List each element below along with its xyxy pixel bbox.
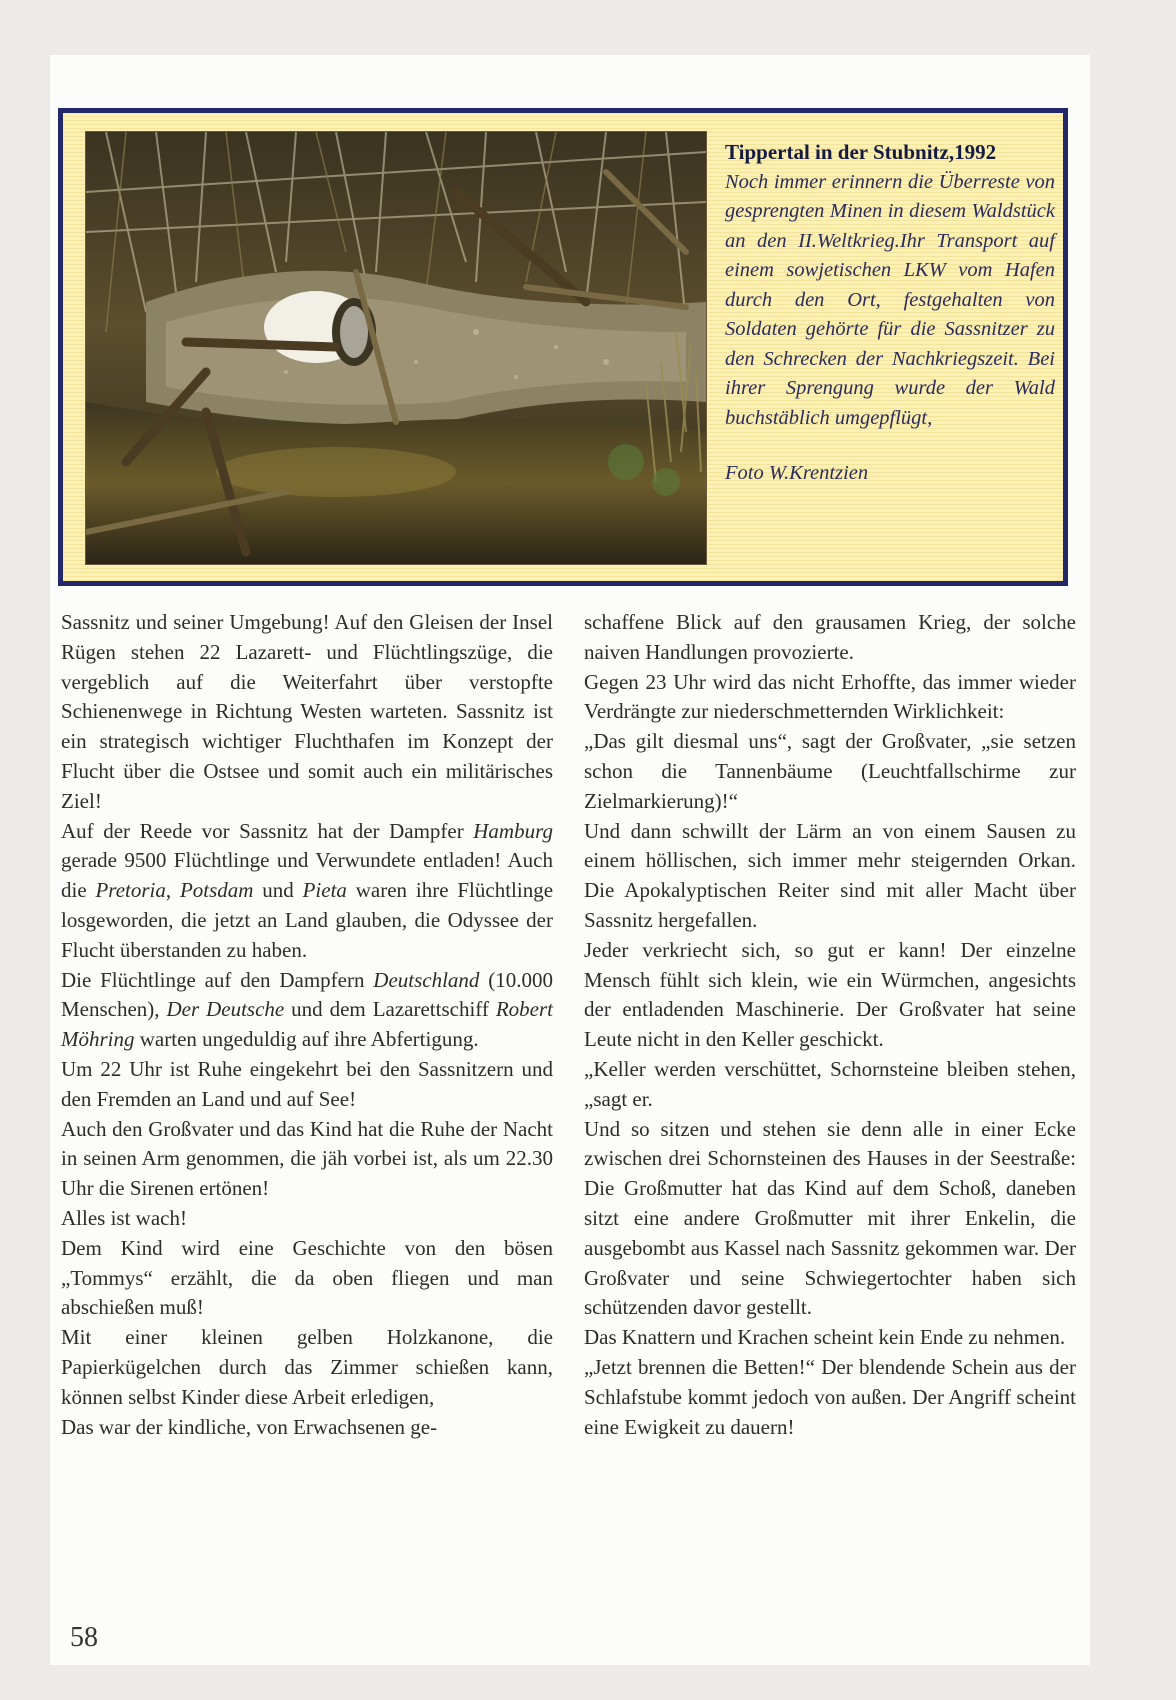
photo-credit: Foto W.Krentzien <box>725 462 869 484</box>
right-text-column <box>584 608 1076 1442</box>
ship-name: Robert Möhring <box>61 997 553 1052</box>
paragraph: Die Flüchtlinge auf den Dampfern Deutschland (10.000 Menschen), Der Deutsche und dem Lazarettschiff Robert Möhring warten ungeduldig auf ihre Abfertigung. <box>61 967 553 1052</box>
paragraph: Und so sitzen und stehen sie denn alle in einer Ecke zwischen drei Schornsteinen des Hauses in der Seestraße: Die Großmutter hat das Kind auf dem Schoß, daneben sitzt eine andere Großmutter mit ihrer Enkelin, die ausgebombt aus Kassel nach Sassnitz gekommen war. Der Großvater und seine Schwiegertochter haben sich schützenden davor gestellt. <box>584 1116 1076 1320</box>
photo-caption <box>725 138 1055 489</box>
paragraph: Das war der kindliche, von Erwachsenen ge- <box>61 1414 438 1439</box>
forest-stream-photo <box>85 131 707 565</box>
paragraph: Mit einer kleinen gelben Holzkanone, die Papierkügelchen durch das Zimmer schießen kann, können selbst Kinder diese Arbeit erledigen, <box>61 1325 553 1409</box>
paragraph: Das Knattern und Krachen scheint kein Ende zu nehmen. <box>584 1325 1066 1350</box>
paragraph: schaffene Blick auf den grausamen Krieg, der solche naiven Handlungen provozierte. <box>584 610 1076 664</box>
paragraph: Auch den Großvater und das Kind hat die Ruhe der Nacht in seinen Arm genommen, die jäh vorbei ist, als um 22.30 Uhr die Sirenen ertönen! <box>61 1116 553 1201</box>
paragraph: „Keller werden verschüttet, Schornsteine bleiben stehen, „sagt er. <box>584 1056 1076 1111</box>
paragraph: Und dann schwillt der Lärm an von einem Sausen zu einem höllischen, sich immer mehr steigernden Orkan. Die Apokalyptischen Reiter sind mit aller Macht über Sassnitz hergefallen. <box>584 818 1076 932</box>
paragraph: „Jetzt brennen die Betten!“ Der blendende Schein aus der Schlafstube kommt jedoch von außen. Der Angriff scheint eine Ewigkeit zu dauern! <box>584 1354 1076 1439</box>
paragraph: Auf der Reede vor Sassnitz hat der Dampfer Hamburg gerade 9500 Flüchtlinge und Verwundete entladen! Auch die Pretoria, Potsdam und Pieta waren ihre Flüchtlinge losgeworden, die jetzt an Land glauben, die Odyssee der Flucht überstanden zu haben. <box>61 818 554 962</box>
ship-name: Pretoria <box>95 878 166 903</box>
paragraph: Um 22 Uhr ist Ruhe eingekehrt bei den Sassnitzern und den Fremden an Land und auf See! <box>61 1056 553 1111</box>
ship-name: Hamburg <box>473 818 553 843</box>
ship-name: Potsdam <box>179 878 254 903</box>
ship-name: Pieta <box>302 878 347 903</box>
paragraph: Jeder verkriecht sich, so gut er kann! Der einzelne Mensch fühlt sich klein, wie ein Würmchen, angesichts der entladenden Maschinerie. Der Großvater hat seine Leute nicht in den Keller geschickt. <box>584 937 1076 1052</box>
caption-body: Noch immer erinnern die Überreste von gesprengten Minen in diesem Waldstück an den II.Weltkrieg.Ihr Transport auf einem sowjetischen LKW vom Hafen durch den Ort, festgehalten von Soldaten gehörte für die Sassnitzer zu den Schrecken der Nachkriegszeit. Bei ihrer Sprengung wurde der Wald buchstäblich umgepflügt, <box>725 170 1055 429</box>
page-number: 58 <box>70 1622 98 1653</box>
paragraph: „Das gilt diesmal uns“, sagt der Großvater, „sie setzen schon die Tannenbäume (Leuchtfallschirme zur Zielmarkierung)!“ <box>584 729 1076 813</box>
paragraph: Gegen 23 Uhr wird das nicht Erhoffte, das immer wieder Verdrängte zur niederschmetternden Wirklichkeit: <box>584 669 1076 724</box>
photo-caption-box <box>58 108 1068 586</box>
left-text-column <box>61 608 553 1442</box>
paragraph: Alles ist wach! <box>61 1205 187 1230</box>
paragraph: Sassnitz und seiner Umgebung! Auf den Gleisen der Insel Rügen stehen 22 Lazarett- und Flüchtlingszüge, die vergeblich auf die Weiterfahrt über verstopfte Schienenwege in Richtung Westen warteten. Sassnitz ist ein strategisch wichtiger Fluchthafen im Konzept der Flucht über die Ostsee und somit auch ein militärisches Ziel! <box>61 610 553 813</box>
ship-name: Deutschland <box>373 967 480 992</box>
ship-name: Der Deutsche <box>166 997 285 1022</box>
caption-title: Tippertal in der Stubnitz,1992 <box>725 140 997 164</box>
paragraph: Dem Kind wird eine Geschichte von den bösen „Tommys“ erzählt, die da oben fliegen und man abschießen muß! <box>61 1235 553 1320</box>
